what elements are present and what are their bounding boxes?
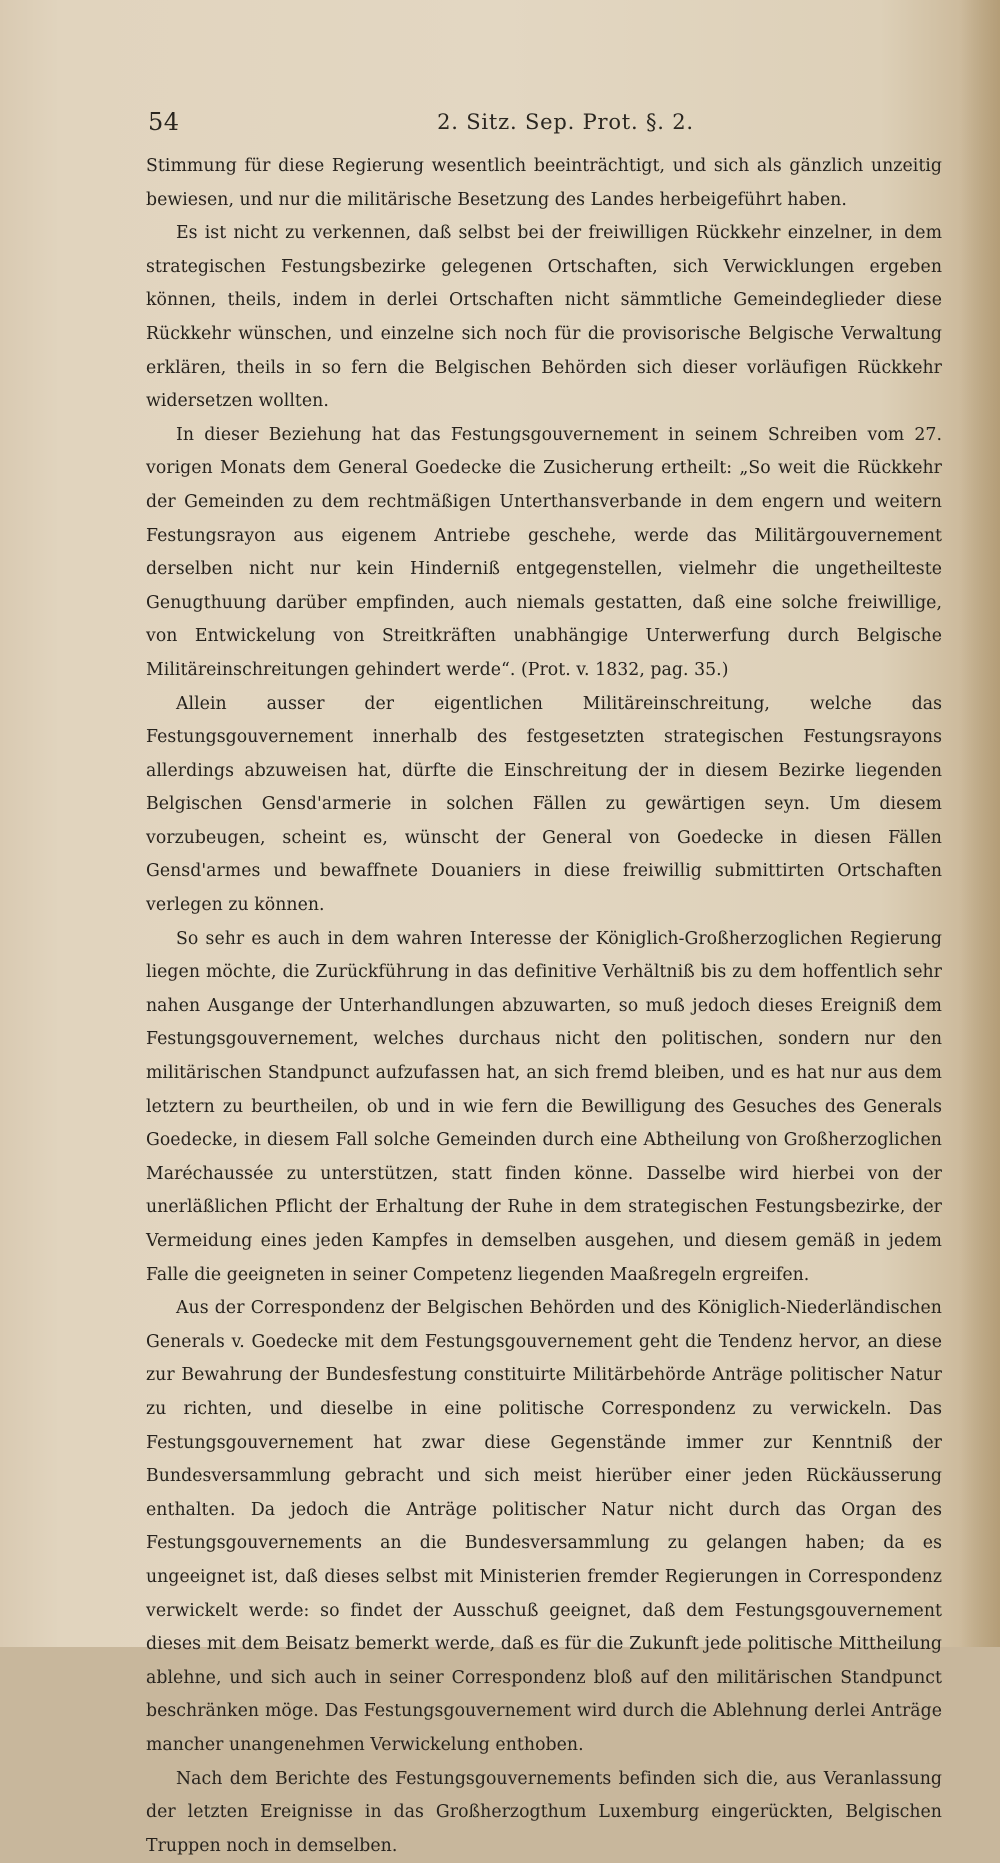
page-edge-shading	[960, 0, 1000, 1647]
paragraph: Aus der Correspondenz der Belgischen Behörden und des Königlich-Niederländischen Generals v. Goedecke mit dem Festungsgouvernement geht die Tendenz hervor, an diese zur Bewahrung der Bundesfestung constituirte Militärbehörde Anträge politischer Natur zu richten, und dieselbe in eine politische Correspondenz zu verwickeln. Das Festungsgouvernement hat zwar diese Gegenstände immer zur Kenntniß der Bundesversammlung gebracht und sich meist hierüber einer jeden Rückäusserung enthalten. Da jedoch die Anträge politischer Natur nicht durch das Organ des Festungsgouvernements an die Bundesversammlung zu gelangen haben; da es ungeeignet ist, daß dieses selbst mit Ministerien fremder Regierungen in Correspondenz verwickelt werde: so findet der Ausschuß geeignet, daß dem Festungsgouvernement dieses mit dem Beisatz bemerkt werde, daß es für die Zukunft jede politische Mittheilung ablehne, und sich auch in seiner Correspondenz bloß auf den militärischen Standpunct beschränken möge. Das Festungsgouvernement wird durch die Ablehnung derlei Anträge mancher unangenehmen Verwickelung enthoben.	[146, 1292, 942, 1762]
running-title: 2. Sitz. Sep. Prot. §. 2.	[148, 110, 943, 134]
paragraph-continued: Stimmung für diese Regierung wesentlich beeinträchtigt, und sich als gänzlich unzeitig bewiesen, und nur die militärische Besetzung des Landes herbeigeführt haben.	[146, 150, 942, 217]
paragraph: In dieser Beziehung hat das Festungsgouvernement in seinem Schreiben vom 27. vorigen Monats dem General Goedecke die Zusicherung ertheilt: „So weit die Rückkehr der Gemeinden zu dem rechtmäßigen Unterthansverbande in dem engern und weitern Festungsrayon aus eigenem Antriebe geschehe, werde das Militärgouvernement derselben nicht nur kein Hinderniß entgegenstellen, vielmehr die ungetheilteste Genugthuung darüber empfinden, auch niemals gestatten, daß eine solche freiwillige, von Entwickelung von Streitkräften unabhängige Unterwerfung durch Belgische Militäreinschreitungen gehindert werde“. (Prot. v. 1832, pag. 35.)	[146, 419, 942, 688]
paragraph: Allein ausser der eigentlichen Militäreinschreitung, welche das Festungsgouvernement innerhalb des festgesetzten strategischen Festungsrayons allerdings abzuweisen hat, dürfte die Einschreitung der in diesem Bezirke liegenden Belgischen Gensd'armerie in solchen Fällen zu gewärtigen seyn. Um diesem vorzubeugen, scheint es, wünscht der General von Goedecke in diesen Fällen Gensd'armes und bewaffnete Douaniers in diese freiwillig submittirten Ortschaften verlegen zu können.	[146, 688, 942, 923]
paragraph: Es ist nicht zu verkennen, daß selbst bei der freiwilligen Rückkehr einzelner, in dem strategischen Festungsbezirke gelegenen Ortschaften, sich Verwicklungen ergeben können, theils, indem in derlei Ortschaften nicht sämmtliche Gemeindeglieder diese Rückkehr wünschen, und einzelne sich noch für die provisorische Belgische Verwaltung erklären, theils in so fern die Belgischen Behörden sich dieser vorläufigen Rückkehr widersetzen wollten.	[146, 217, 942, 419]
page-header	[148, 108, 943, 144]
page-number: 54	[148, 108, 180, 136]
paragraph: Nach dem Berichte des Festungsgouvernements befinden sich die, aus Veranlassung der letzten Ereignisse in das Großherzogthum Luxemburg eingerückten, Belgischen Truppen noch in demselben.	[146, 1763, 942, 1863]
paragraph: So sehr es auch in dem wahren Interesse der Königlich-Großherzoglichen Regierung liegen möchte, die Zurückführung in das definitive Verhältniß bis zu dem hoffentlich sehr nahen Ausgange der Unterhandlungen abzuwarten, so muß jedoch dieses Ereigniß dem Festungsgouvernement, welches durchaus nicht den politischen, sondern nur den militärischen Standpunct aufzufassen hat, an sich fremd bleiben, und es hat nur aus dem letztern zu beurtheilen, ob und in wie fern die Bewilligung des Gesuches des Generals Goedecke, in diesem Fall solche Gemeinden durch eine Abtheilung von Großherzoglichen Maréchaussée zu unterstützen, statt finden könne. Dasselbe wird hierbei von der unerläßlichen Pflicht der Erhaltung der Ruhe in dem strategischen Festungsbezirke, der Vermeidung eines jeden Kampfes in demselben ausgehen, und diesem gemäß in jedem Falle die geeigneten in seiner Competenz liegenden Maaßregeln ergreifen.	[146, 923, 942, 1293]
body-text	[146, 150, 942, 1863]
